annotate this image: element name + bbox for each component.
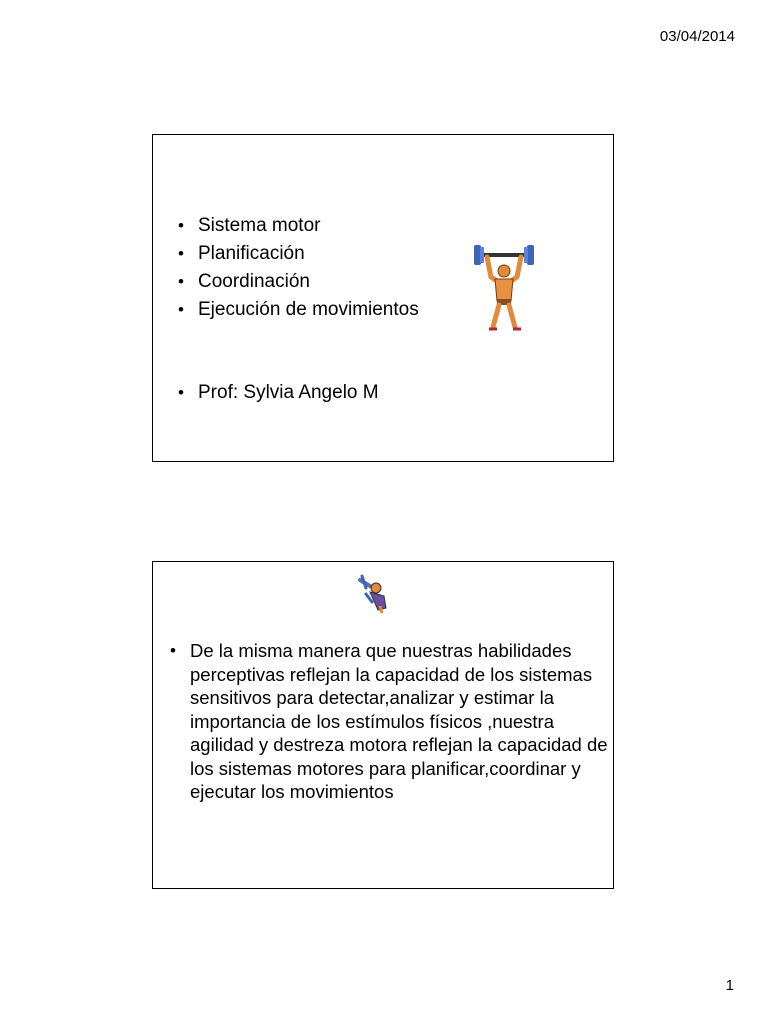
page-number: 1 xyxy=(725,977,734,994)
weightlifter-icon xyxy=(473,243,535,331)
paragraph-bullet: • De la misma manera que nuestras habilidades perceptivas reflejan la capacidad de los sistemas sensitivos para detectar,analizar y estimar la importancia de los estímulos físicos ,nuestra agilidad y destreza motora reflejan la capacidad de los sistemas motores para planificar,coordinar y ejecutar los movimientos xyxy=(170,639,610,804)
page-date: 03/04/2014 xyxy=(659,28,735,45)
slide-1 xyxy=(152,134,614,462)
author-bullet: • Prof: Sylvia Angelo M xyxy=(178,379,379,407)
slide-2 xyxy=(152,561,614,889)
slide-1-author-list xyxy=(178,379,379,407)
bullet-item: • Coordinación xyxy=(178,268,419,296)
bullet-item: • Planificación xyxy=(178,240,419,268)
bullet-item: • Sistema motor xyxy=(178,212,419,240)
slide-2-bullet-list xyxy=(170,639,610,804)
slide-1-bullet-list xyxy=(178,212,419,324)
bullet-item: • Ejecución de movimientos xyxy=(178,296,419,324)
runner-icon xyxy=(356,574,392,614)
